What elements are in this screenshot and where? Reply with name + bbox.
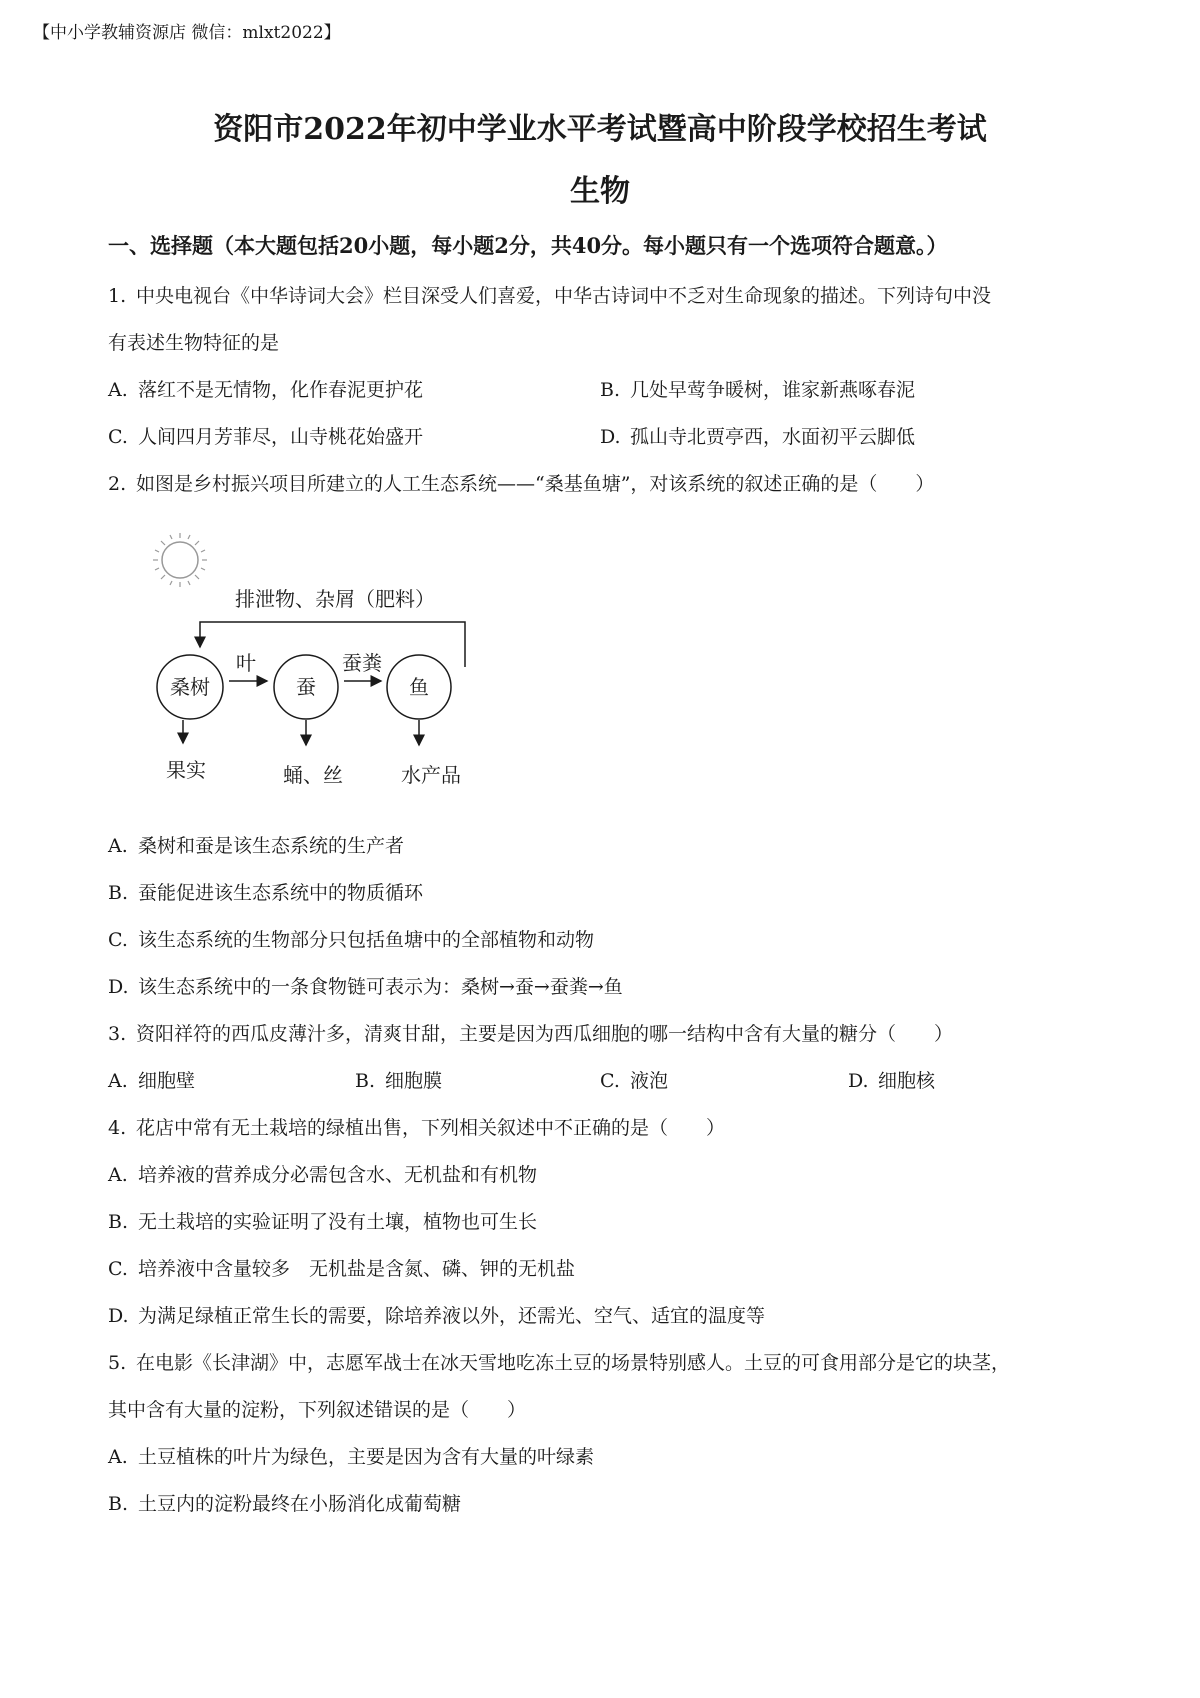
option-text: 培养液中含量较多 无机盐是含氮、磷、钾的无机盐	[138, 1258, 576, 1280]
q3-option-c[interactable]	[600, 1066, 668, 1093]
q4-option-a[interactable]	[108, 1160, 537, 1187]
question-text: 资阳祥符的西瓜皮薄汁多，清爽甘甜，主要是因为西瓜细胞的哪一结构中含有大量的糖分（ ）	[136, 1023, 954, 1045]
fertilizer-label: 排泄物、杂屑（肥料）	[235, 587, 435, 611]
fish-label: 鱼	[409, 675, 429, 699]
option-label: C.	[108, 929, 128, 951]
option-label: D.	[108, 976, 129, 998]
option-label: C.	[108, 1258, 128, 1280]
option-text: 液泡	[630, 1070, 669, 1092]
question-text: 花店中常有无土栽培的绿植出售，下列相关叙述中不正确的是（ ）	[136, 1117, 726, 1139]
option-text: 人间四月芳菲尽，山寺桃花始盛开	[138, 426, 424, 448]
question-text: 如图是乡村振兴项目所建立的人工生态系统——“桑基鱼塘”，对该系统的叙述正确的是（ ）	[136, 473, 935, 495]
question-number: 5.	[108, 1352, 127, 1374]
q3-option-d[interactable]	[848, 1066, 935, 1093]
option-label: B.	[600, 379, 621, 401]
exam-title: 资阳市2022年初中学业水平考试暨高中阶段学校招生考试	[213, 112, 987, 147]
option-label: B.	[355, 1070, 376, 1092]
q1-option-c[interactable]	[108, 422, 423, 449]
q5-option-a[interactable]	[108, 1442, 594, 1469]
option-text: 细胞壁	[138, 1070, 196, 1092]
q4-option-d[interactable]	[108, 1301, 765, 1328]
mulberry-label: 桑树	[170, 675, 210, 699]
question-5-stem-line1	[108, 1348, 1010, 1375]
question-text: 在电影《长津湖》中，志愿军战士在冰天雪地吃冻土豆的场景特别感人。土豆的可食用部分是它的块茎，	[136, 1352, 1011, 1374]
option-label: A.	[108, 835, 128, 857]
q1-option-d[interactable]	[600, 422, 915, 449]
option-label: B.	[108, 1211, 129, 1233]
q2-option-c[interactable]	[108, 925, 594, 952]
question-1-stem-line1	[108, 281, 991, 308]
question-text: 中央电视台《中华诗词大会》栏目深受人们喜爱，中华古诗词中不乏对生命现象的描述。下列诗句中没	[136, 285, 992, 307]
aquatic-product-label: 水产品	[401, 763, 461, 787]
leaf-label: 叶	[236, 651, 256, 675]
option-label: B.	[108, 882, 129, 904]
option-text: 孤山寺北贾亭西，水面初平云脚低	[630, 426, 916, 448]
fruit-label: 果实	[166, 758, 206, 782]
question-3-stem	[108, 1019, 953, 1046]
option-text: 无土栽培的实验证明了没有土壤，植物也可生长	[138, 1211, 538, 1233]
question-5-stem-line2: 其中含有大量的淀粉，下列叙述错误的是（ ）	[108, 1399, 527, 1421]
question-number: 1.	[108, 285, 127, 307]
pupa-silk-label: 蛹、丝	[283, 763, 343, 787]
q4-option-b[interactable]	[108, 1207, 537, 1234]
fish-pond-ecosystem-diagram	[140, 525, 540, 795]
question-2-stem	[108, 469, 934, 496]
option-label: D.	[600, 426, 621, 448]
option-label: A.	[108, 1070, 128, 1092]
q1-option-a[interactable]	[108, 375, 423, 402]
silkworm-label: 蚕	[296, 675, 316, 699]
option-text: 落红不是无情物，化作春泥更护花	[138, 379, 424, 401]
option-label: A.	[108, 1164, 128, 1186]
option-label: D.	[848, 1070, 869, 1092]
q3-option-b[interactable]	[355, 1066, 442, 1093]
option-text: 土豆植株的叶片为绿色，主要是因为含有大量的叶绿素	[138, 1446, 595, 1468]
sun-icon	[153, 533, 207, 587]
option-text: 几处早莺争暖树，谁家新燕啄春泥	[630, 379, 916, 401]
silkworm-dung-label: 蚕粪	[342, 651, 382, 675]
q1-option-b[interactable]	[600, 375, 915, 402]
question-number: 4.	[108, 1117, 127, 1139]
option-text: 蚕能促进该生态系统中的物质循环	[138, 882, 424, 904]
option-label: C.	[108, 426, 128, 448]
header-note: 【中小学教辅资源店 微信：mlxt2022】	[33, 23, 341, 43]
option-text: 土豆内的淀粉最终在小肠消化成葡萄糖	[138, 1493, 462, 1515]
option-text: 该生态系统的生物部分只包括鱼塘中的全部植物和动物	[138, 929, 595, 951]
option-text: 该生态系统中的一条食物链可表示为：桑树→蚕→蚕粪→鱼	[138, 976, 623, 998]
q2-option-b[interactable]	[108, 878, 423, 905]
question-1-stem-line2: 有表述生物特征的是	[108, 332, 280, 354]
question-number: 3.	[108, 1023, 127, 1045]
q2-option-d[interactable]	[108, 972, 623, 999]
question-4-stem	[108, 1113, 725, 1140]
q2-option-a[interactable]	[108, 831, 404, 858]
option-text: 桑树和蚕是该生态系统的生产者	[138, 835, 405, 857]
question-number: 2.	[108, 473, 127, 495]
option-text: 细胞核	[878, 1070, 936, 1092]
option-label: B.	[108, 1493, 129, 1515]
q5-option-b[interactable]	[108, 1489, 461, 1516]
option-label: D.	[108, 1305, 129, 1327]
option-text: 培养液的营养成分必需包含水、无机盐和有机物	[138, 1164, 538, 1186]
q3-option-a[interactable]	[108, 1066, 195, 1093]
section-heading: 一、选择题（本大题包括20小题，每小题2分，共40分。每小题只有一个选项符合题意。）	[108, 233, 948, 258]
option-label: C.	[600, 1070, 620, 1092]
option-label: A.	[108, 1446, 128, 1468]
option-label: A.	[108, 379, 128, 401]
subject-title: 生物	[570, 174, 630, 209]
q4-option-c[interactable]	[108, 1254, 575, 1281]
option-text: 为满足绿植正常生长的需要，除培养液以外，还需光、空气、适宜的温度等	[138, 1305, 766, 1327]
option-text: 细胞膜	[385, 1070, 443, 1092]
